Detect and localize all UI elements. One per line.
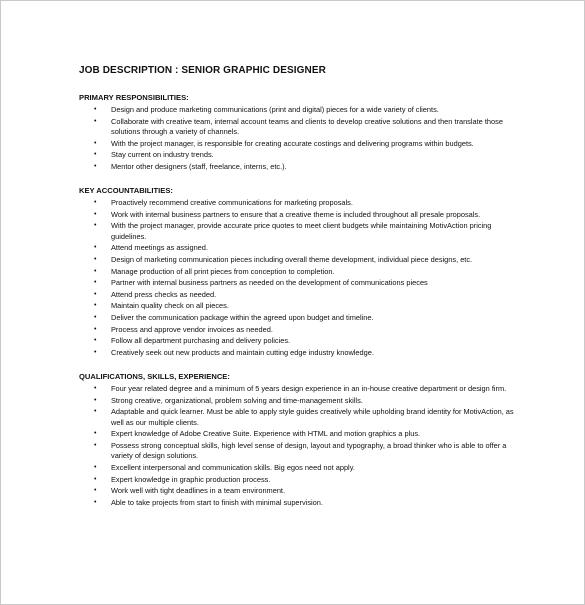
list-item: • Deliver the communication package within the agreed upon budget and timeline. [79,313,519,323]
list-item: • Work with internal business partners to ensure that a creative theme is included throughout all presale proposals. [79,210,519,220]
section-heading: QUALIFICATIONS, SKILLS, EXPERIENCE: [79,372,230,382]
list-item: • Excellent interpersonal and communication skills. Big egos need not apply. [79,463,519,473]
list-item: • Adaptable and quick learner. Must be able to apply style guides creatively while upholding brand identity for MotivAction, as well as our multiple clients. [79,407,519,428]
bullet-list [79,384,519,508]
list-item: • Follow all department purchasing and delivery policies. [79,336,519,346]
document-title: JOB DESCRIPTION : SENIOR GRAPHIC DESIGNER [79,65,326,76]
list-item: • Partner with internal business partners as needed on the development of communications pieces [79,278,519,288]
list-item: • Manage production of all print pieces from conception to completion. [79,267,519,277]
list-item: • Creatively seek out new products and maintain cutting edge industry knowledge. [79,348,519,358]
list-item: • Possess strong conceptual skills, high level sense of design, layout and typography, a broad thinker who is able to offer a variety of design solutions. [79,441,519,462]
list-item: • Able to take projects from start to finish with minimal supervision. [79,498,519,508]
list-item: • Collaborate with creative team, internal account teams and clients to develop creative solutions and then translate those solutions through a variety of channels. [79,117,519,138]
list-item: • Attend meetings as assigned. [79,243,519,253]
section-heading: PRIMARY RESPONSIBILITIES: [79,93,189,102]
section-qualifications-skills-experience [79,372,519,508]
section-primary-responsibilities [79,93,519,172]
list-item: • With the project manager, is responsible for creating accurate costings and delivering programs within budgets. [79,139,519,149]
list-item: • Work well with tight deadlines in a team environment. [79,486,519,496]
list-item: • Expert knowledge in graphic production process. [79,475,519,485]
document-content [79,64,519,522]
list-item: • Strong creative, organizational, problem solving and time-management skills. [79,396,519,406]
list-item: • Stay current on industry trends. [79,150,519,160]
list-item: • Maintain quality check on all pieces. [79,301,519,311]
bullet-list [79,198,519,358]
list-item: • With the project manager, provide accurate price quotes to meet client budgets while maintaining MotivAction pricing guidelines. [79,221,519,242]
section-heading: KEY ACCOUNTABILITIES: [79,186,173,196]
list-item: • Proactively recommend creative communications for marketing proposals. [79,198,519,208]
bullet-list [79,105,519,172]
list-item: • Process and approve vendor invoices as needed. [79,325,519,335]
list-item: • Mentor other designers (staff, freelance, interns, etc.). [79,162,519,172]
list-item: • Design of marketing communication pieces including overall theme development, individual piece designs, etc. [79,255,519,265]
section-key-accountabilities [79,186,519,358]
list-item: • Design and produce marketing communications (print and digital) pieces for a wide variety of clients. [79,105,519,115]
list-item: • Attend press checks as needed. [79,290,519,300]
list-item: • Four year related degree and a minimum of 5 years design experience in an in-house creative department or design firm. [79,384,519,394]
list-item: • Expert knowledge of Adobe Creative Suite. Experience with HTML and motion graphics a plus. [79,429,519,439]
